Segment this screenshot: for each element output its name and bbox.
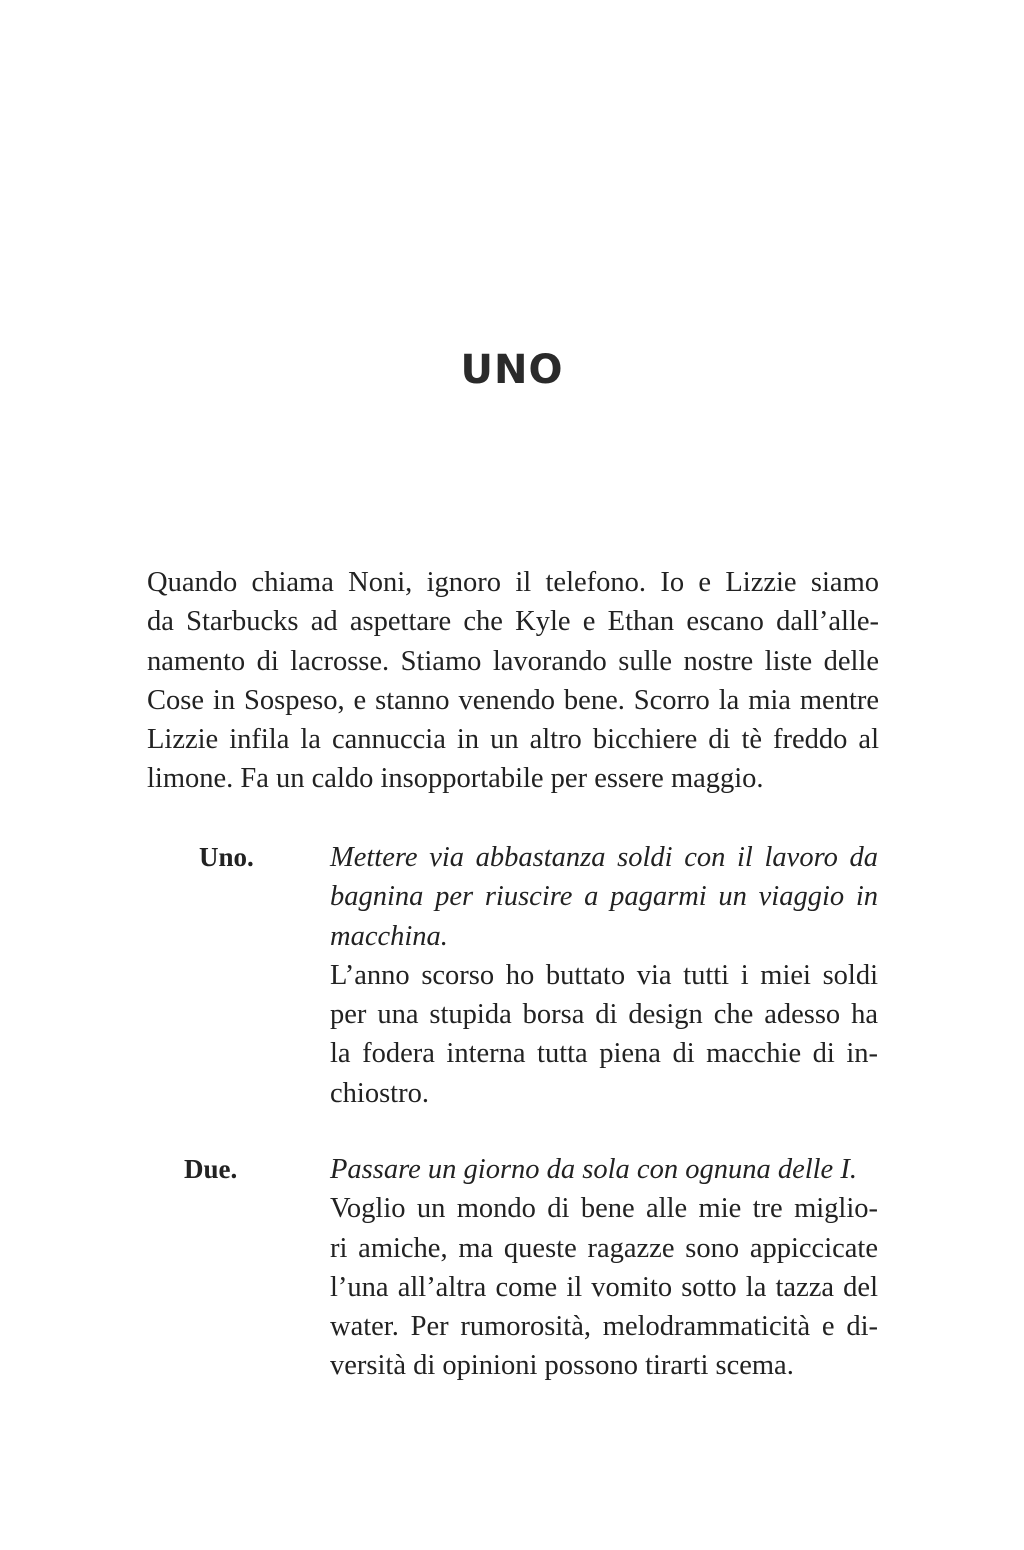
list-item-body	[330, 1150, 878, 1386]
list-item-label: Due.	[184, 1154, 238, 1184]
note-line: versità di opinioni possono tirarti scema.	[330, 1350, 794, 1382]
goal-line: bagnina per riuscire a pagarmi un viaggio in	[330, 881, 878, 913]
note-line: per una stupida borsa di design che adesso ha	[330, 999, 878, 1031]
intro-line: namento di lacrosse. Stiamo lavorando sulle nostre liste delle	[147, 645, 879, 677]
note-line: water. Per rumorosità, melodrammaticità e di-	[330, 1311, 878, 1343]
note-line: ri amiche, ma queste ragazze sono appiccicate	[330, 1232, 878, 1264]
chapter-title: UNO	[460, 347, 564, 393]
intro-line: da Starbucks ad aspettare che Kyle e Ethan escano dall’alle-	[147, 606, 879, 638]
intro-line: Cose in Sospeso, e stanno venendo bene. Scorro la mia mentre	[147, 684, 879, 716]
intro-line: limone. Fa un caldo insopportabile per essere maggio.	[147, 763, 764, 795]
list-item-label: Uno.	[199, 842, 254, 872]
note-line: chiostro.	[330, 1077, 429, 1109]
intro-paragraph	[147, 563, 879, 799]
goal-line: Mettere via abbastanza soldi con il lavoro da	[330, 842, 878, 873]
goal-line: Passare un giorno da sola con ognuna delle I.	[330, 1154, 857, 1185]
note-line: l’una all’altra come il vomito sotto la tazza del	[330, 1271, 878, 1303]
note-line: Voglio un mondo di bene alle mie tre miglio-	[330, 1193, 878, 1225]
note-line: L’anno scorso ho buttato via tutti i miei soldi	[330, 959, 878, 991]
note-line: la fodera interna tutta piena di macchie di in-	[330, 1038, 878, 1070]
goal-line: macchina.	[330, 920, 448, 952]
intro-line: Lizzie infila la cannuccia in un altro bicchiere di tè freddo al	[147, 724, 879, 756]
list-item-body	[330, 838, 878, 1113]
intro-line: Quando chiama Noni, ignoro il telefono. Io e Lizzie siamo	[147, 567, 879, 598]
